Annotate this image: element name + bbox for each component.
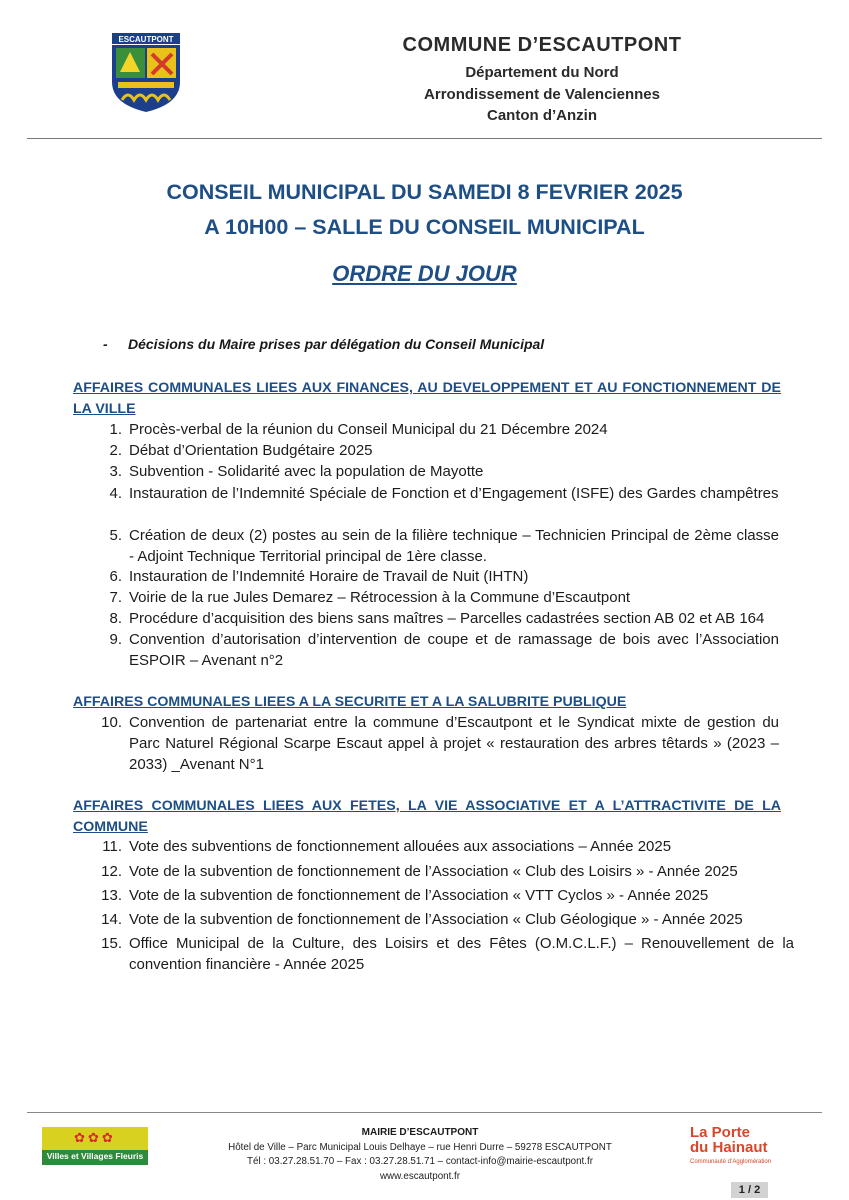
footer-divider bbox=[27, 1112, 822, 1113]
agenda-item-number: 13. bbox=[101, 887, 122, 904]
agenda-item-number: 2. bbox=[109, 442, 122, 459]
section-heading-festivities: AFFAIRES COMMUNALES LIEES AUX FETES, LA VIE ASSOCIATIVE ET A L’ATTRACTIVITE DE LA COMMUNE bbox=[73, 798, 781, 835]
footer-address: Hôtel de Ville – Parc Municipal Louis Delhaye – rue Henri Durre – 59278 ESCAUTPONT bbox=[228, 1142, 612, 1153]
page-number: 1 / 2 bbox=[731, 1182, 768, 1198]
agenda-item-text: Vote des subventions de fonctionnement allouées aux associations – Année 2025 bbox=[129, 838, 672, 855]
commune-name: COMMUNE D’ESCAUTPONT bbox=[402, 34, 682, 56]
agenda-item-text: Procès-verbal de la réunion du Conseil Municipal du 21 Décembre 2024 bbox=[129, 421, 608, 438]
agenda-item-text: Convention de partenariat entre la commune d’Escautpont et le Syndicat mixte de gestion du Parc Naturel Régional Scarpe Escaut appel à projet « restauration des arbres têtards » (2023 – 2033) _Avenant N°1 bbox=[129, 714, 779, 773]
agenda-item-number: 7. bbox=[109, 589, 122, 606]
agenda-item-number: 3. bbox=[109, 463, 122, 480]
lpdh-logo-line1: La Porte bbox=[690, 1124, 751, 1141]
agenda-item-number: 10. bbox=[101, 714, 122, 731]
agenda-item-text: Création de deux (2) postes au sein de la filière technique – Technicien Principal de 2ème classe - Adjoint Technique Territorial principal de 1ère classe. bbox=[129, 527, 779, 565]
preliminary-item: Décisions du Maire prises par délégation du Conseil Municipal bbox=[128, 336, 545, 352]
agenda-item-text: Vote de la subvention de fonctionnement de l’Association « VTT Cyclos » - Année 2025 bbox=[129, 887, 709, 904]
agenda-item-number: 12. bbox=[101, 863, 122, 880]
footer-website[interactable]: www.escautpont.fr bbox=[379, 1171, 461, 1182]
agenda-item-text: Convention d’autorisation d’intervention de coupe et de ramassage de bois avec l’Association ESPOIR – Avenant n°2 bbox=[129, 631, 779, 669]
arrondissement-line: Arrondissement de Valenciennes bbox=[424, 86, 660, 103]
meeting-title-line1: CONSEIL MUNICIPAL DU SAMEDI 8 FEVRIER 2025 bbox=[166, 180, 683, 204]
meeting-title-line2: A 10H00 – SALLE DU CONSEIL MUNICIPAL bbox=[204, 215, 645, 239]
section-heading-finances: AFFAIRES COMMUNALES LIEES AUX FINANCES, AU DEVELOPPEMENT ET AU FONCTIONNEMENT DE LA VILLE bbox=[73, 380, 781, 417]
lpdh-logo-line2: du Hainaut bbox=[690, 1139, 768, 1156]
agenda-item-text: Vote de la subvention de fonctionnement de l’Association « Club Géologique » - Année 2025 bbox=[129, 911, 743, 928]
agenda-item-text: Office Municipal de la Culture, des Loisirs et des Fêtes (O.M.C.L.F.) – Renouvellement de la convention financière - Année 2025 bbox=[129, 935, 794, 973]
footer-contact: Tél : 03.27.28.51.70 – Fax : 03.27.28.51.71 – contact-info@mairie-escautpont.fr bbox=[247, 1156, 593, 1167]
agenda-item-number: 11. bbox=[102, 838, 122, 855]
header-divider bbox=[27, 138, 822, 139]
department-line: Département du Nord bbox=[465, 64, 619, 81]
porte-du-hainaut-logo bbox=[690, 1125, 790, 1166]
villes-villages-fleuris-logo bbox=[42, 1127, 148, 1165]
lpdh-logo-line3: Communauté d’Agglomération bbox=[690, 1159, 772, 1165]
vvf-logo-label: Villes et Villages Fleuris bbox=[42, 1150, 148, 1165]
municipal-crest-logo bbox=[108, 30, 184, 114]
section-heading-security: AFFAIRES COMMUNALES LIEES A LA SECURITE ET A LA SALUBRITE PUBLIQUE bbox=[73, 694, 627, 710]
agenda-item-number: 1. bbox=[109, 421, 122, 438]
agenda-item-number: 4. bbox=[109, 485, 122, 502]
agenda-item-number: 14. bbox=[101, 911, 122, 928]
agenda-item-text: Procédure d’acquisition des biens sans maîtres – Parcelles cadastrées section AB 02 et AB 164 bbox=[129, 610, 765, 627]
agenda-title: ORDRE DU JOUR bbox=[332, 261, 517, 286]
agenda-item-text: Vote de la subvention de fonctionnement de l’Association « Club des Loisirs » - Année 2025 bbox=[129, 863, 738, 880]
agenda-item-text: Instauration de l’Indemnité Spéciale de Fonction et d’Engagement (ISFE) des Gardes champêtres bbox=[129, 485, 779, 502]
agenda-item-text: Voirie de la rue Jules Demarez – Rétrocession à la Commune d’Escautpont bbox=[129, 589, 631, 606]
agenda-item-number: 15. bbox=[101, 935, 122, 952]
flower-icons: ✿✿✿ bbox=[74, 1130, 116, 1145]
agenda-item-number: 5. bbox=[109, 527, 122, 544]
agenda-item-text: Subvention - Solidarité avec la population de Mayotte bbox=[129, 463, 484, 480]
agenda-item-text: Débat d’Orientation Budgétaire 2025 bbox=[129, 442, 373, 459]
svg-text:ESCAUTPONT: ESCAUTPONT bbox=[118, 35, 174, 44]
agenda-item-number: 9. bbox=[109, 631, 122, 648]
agenda-item-number: 8. bbox=[109, 610, 122, 627]
preliminary-bullet: - bbox=[103, 336, 108, 352]
agenda-item-text: Instauration de l’Indemnité Horaire de Travail de Nuit (IHTN) bbox=[129, 568, 529, 585]
footer-mairie-name: MAIRIE D’ESCAUTPONT bbox=[361, 1127, 479, 1138]
agenda-item-number: 6. bbox=[109, 568, 122, 585]
canton-line: Canton d’Anzin bbox=[487, 107, 597, 124]
